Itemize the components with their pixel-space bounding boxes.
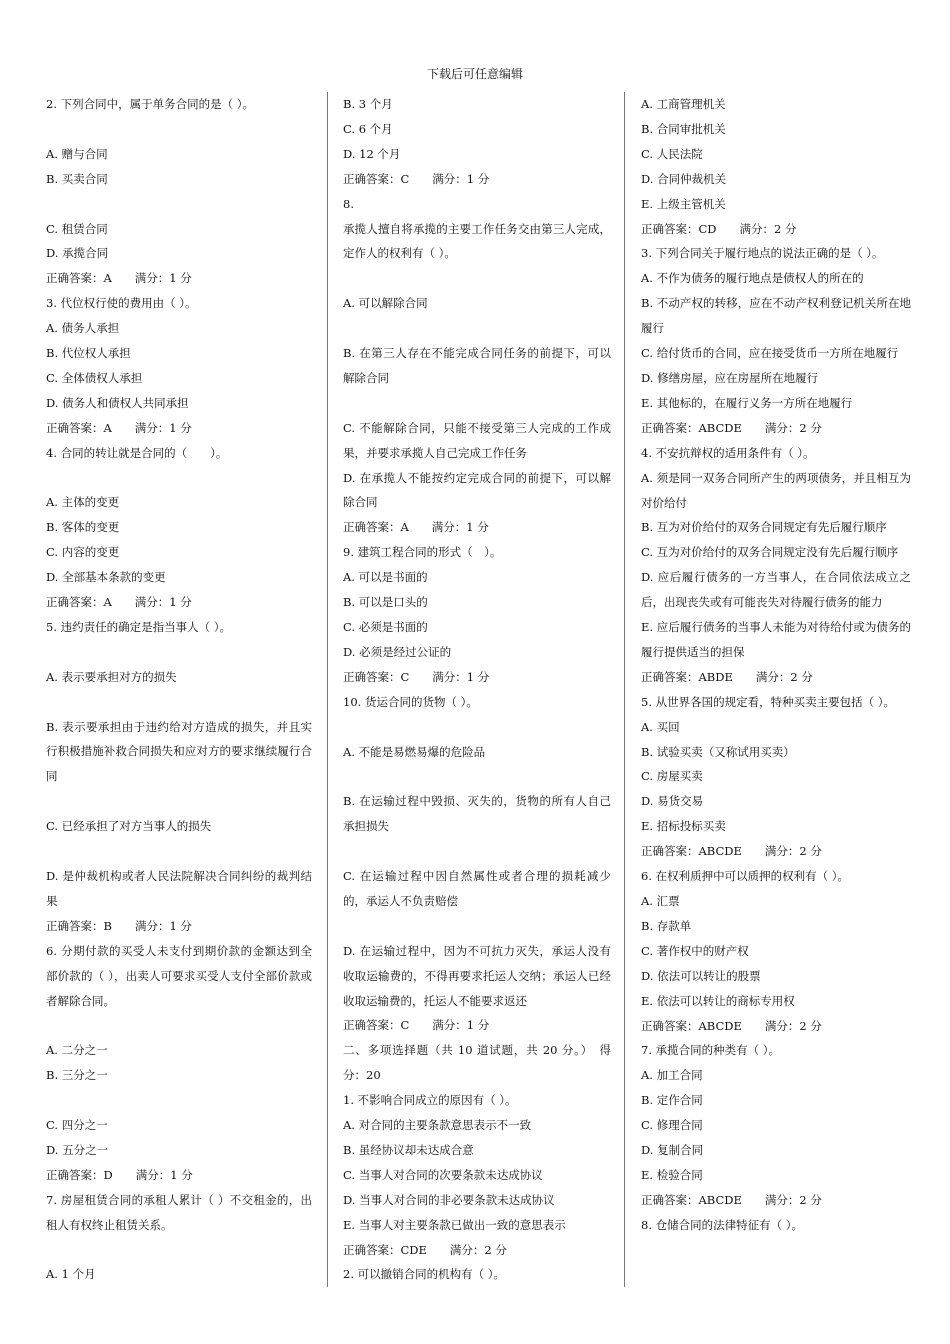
text-line: A. 汇票 xyxy=(641,894,680,908)
text-line: D. 在运输过程中，因为不可抗力灭失，承运人没有收取运输费的，不得再要求托运人交纳；承运人已经收取运输费的，托运人不能要求返还 xyxy=(343,943,611,1008)
text-line: 3. 下列合同关于履行地点的说法正确的是（ ）。 xyxy=(641,246,884,261)
text-line: B. 买卖合同 xyxy=(46,171,108,186)
text-line: C. 著作权中的财产权 xyxy=(641,943,749,958)
text-line: 1. 不影响合同成立的原因有（ ）。 xyxy=(343,1093,517,1108)
text-line: C. 人民法院 xyxy=(641,146,703,161)
text-line xyxy=(46,117,312,142)
text-line: B. 表示要承担由于违约给对方造成的损失，并且实行积极措施补救合同损失和应对方的要求继续履行合同 xyxy=(46,719,312,784)
text-line: 7. 承揽合同的种类有（ ）。 xyxy=(641,1043,781,1058)
text-line xyxy=(46,1088,312,1113)
column-divider xyxy=(327,92,328,1287)
text-line: D. 修缮房屋，应在房屋所在地履行 xyxy=(641,370,819,385)
text-line: C. 给付货币的合同，应在接受货币一方所在地履行 xyxy=(641,346,899,361)
text-line: B. 在第三人存在不能完成合同任务的前提下，可以解除合同 xyxy=(343,346,611,385)
text-line: 正确答案：ABDE 满分：2 分 xyxy=(641,669,813,684)
text-line: 正确答案：ABCDE 满分：2 分 xyxy=(641,420,822,435)
text-line: A. 加工合同 xyxy=(641,1068,703,1083)
text-line: E. 应后履行债务的当事人未能为对待给付或为债务的履行提供适当的担保 xyxy=(641,620,911,659)
text-line xyxy=(343,839,611,864)
text-line: E. 当事人对主要条款已做出一致的意思表示 xyxy=(343,1217,566,1232)
text-line xyxy=(343,764,611,789)
text-line: 2. 可以撤销合同的机构有（ ）。 xyxy=(343,1267,506,1282)
text-line: A. 表示要承担对方的损失 xyxy=(46,669,177,684)
text-line: D. 全部基本条款的变更 xyxy=(46,570,166,585)
text-line: 5. 从世界各国的规定看，特种买卖主要包括（ ）。 xyxy=(641,694,896,709)
text-line: 正确答案：C 满分：1 分 xyxy=(343,1018,490,1033)
column-divider xyxy=(624,92,625,1287)
text-line: 6. 分期付款的买受人未支付到期价款的金额达到全部价款的（ ），出卖人可要求买受人支付全部价款或者解除合同。 xyxy=(46,943,312,1008)
text-line: 7. 房屋租赁合同的承租人累计（ ）不交租金的，出租人有权终止租赁关系。 xyxy=(46,1192,312,1232)
text-line: B. 三分之一 xyxy=(46,1068,108,1083)
text-line: 正确答案：D 满分：1 分 xyxy=(46,1167,193,1182)
text-line: 正确答案：ABCDE 满分：2 分 xyxy=(641,844,822,859)
text-line: D. 应后履行债务的一方当事人，在合同依法成立之后，出现丧失或有可能丧失对待履行债务的能力 xyxy=(641,570,911,610)
text-line: B. 不动产权的转移，应在不动产权利登记机关所在地履行 xyxy=(641,296,911,336)
text-line: C. 当事人对合同的次要条款未达成协议 xyxy=(343,1167,543,1182)
text-line: B. 合同审批机关 xyxy=(641,121,726,136)
text-line: C. 已经承担了对方当事人的损失 xyxy=(46,819,212,834)
text-line: 正确答案：A 满分：1 分 xyxy=(46,271,192,286)
text-line: B. 在运输过程中毁损、灭失的，货物的所有人自己承担损失 xyxy=(343,794,611,834)
text-line: D. 12 个月 xyxy=(343,146,401,161)
text-line: E. 其他标的，在履行义务一方所在地履行 xyxy=(641,395,853,410)
text-line: E. 上级主管机关 xyxy=(641,196,726,211)
text-line xyxy=(343,316,611,341)
text-line: E. 检验合同 xyxy=(641,1167,703,1182)
text-line xyxy=(343,266,611,291)
text-line: A. 不能是易燃易爆的危险品 xyxy=(343,744,486,759)
text-line xyxy=(343,715,611,740)
text-line: C. 全体债权人承担 xyxy=(46,370,143,385)
text-line: A. 工商管理机关 xyxy=(641,97,726,111)
text-line: B. 试验买卖（又称试用买卖） xyxy=(641,744,795,759)
text-line: D. 承揽合同 xyxy=(46,246,109,261)
text-line: D. 易货交易 xyxy=(641,794,704,809)
text-line: C. 修理合同 xyxy=(641,1118,703,1133)
text-line: 6. 在权利质押中可以质押的权利有（ ）。 xyxy=(641,869,850,884)
text-line: 正确答案：C 满分：1 分 xyxy=(343,171,490,186)
text-line: C. 在运输过程中因自然属性或者合理的损耗减少的，承运人不负责赔偿 xyxy=(343,869,611,908)
text-line: 正确答案：A 满分：1 分 xyxy=(46,420,192,435)
page-header: 下载后可任意编辑 xyxy=(426,67,523,81)
text-line: A. 买回 xyxy=(641,719,680,734)
text-line: 4. 合同的转让就是合同的（ ）。 xyxy=(46,445,228,460)
text-line: A. 债务人承担 xyxy=(46,321,120,336)
text-line: D. 在承揽人不能按约定完成合同的前提下，可以解除合同 xyxy=(343,470,611,510)
text-line: 正确答案：CD 满分：2 分 xyxy=(641,221,797,236)
text-line xyxy=(46,466,312,491)
text-line: C. 6 个月 xyxy=(343,121,393,136)
text-line: A. 对合同的主要条款意思表示不一致 xyxy=(343,1118,532,1133)
text-line: A. 可以解除合同 xyxy=(343,296,428,311)
text-line: D. 债务人和债权人共同承担 xyxy=(46,395,189,410)
text-line: A. 须是同一双务合同所产生的两项债务，并且相互为对价给付 xyxy=(641,470,911,510)
text-line xyxy=(343,391,611,416)
text-line: 3. 代位权行使的费用由（ ）。 xyxy=(46,296,197,311)
text-line: C. 不能解除合同，只能不接受第三人完成的工作成果，并要求承揽人自己完成工作任务 xyxy=(343,420,611,460)
text-line: 正确答案：ABCDE 满分：2 分 xyxy=(641,1192,822,1207)
text-line: 正确答案：A 满分：1 分 xyxy=(46,595,192,610)
text-line: C. 租赁合同 xyxy=(46,221,108,236)
text-line: 正确答案：A 满分：1 分 xyxy=(343,520,489,535)
text-line: 2. 下列合同中，属于单务合同的是（ ）。 xyxy=(46,97,255,111)
text-line: B. 存款单 xyxy=(641,918,692,933)
text-line: C. 内容的变更 xyxy=(46,545,120,560)
text-line xyxy=(46,1238,312,1263)
text-line: C. 四分之一 xyxy=(46,1118,108,1133)
text-line: C. 房屋买卖 xyxy=(641,769,703,784)
text-column-right xyxy=(641,92,911,1287)
text-line: B. 互为对价给付的双务合同规定有先后履行顺序 xyxy=(641,520,887,535)
text-column-middle xyxy=(343,92,611,1287)
text-line: D. 合同仲裁机关 xyxy=(641,171,727,186)
text-line: 承揽人擅自将承揽的主要工作任务交由第三人完成，定作人的权利有（ ）。 xyxy=(343,221,611,261)
text-line: 二、多项选择题（共 10 道试题，共 20 分。） 得分：20 xyxy=(343,1043,611,1083)
text-line: B. 可以是口头的 xyxy=(343,595,428,610)
text-line xyxy=(46,789,312,814)
text-line: D. 当事人对合同的非必要条款未达成协议 xyxy=(343,1192,555,1207)
text-line: 8. 仓储合同的法律特征有（ ）。 xyxy=(641,1217,804,1232)
text-line: B. 代位权人承担 xyxy=(46,346,131,361)
text-line: A. 可以是书面的 xyxy=(343,570,428,585)
text-line xyxy=(343,914,611,939)
text-line: 4. 不安抗辩权的适用条件有（ ）。 xyxy=(641,445,815,460)
text-line: A. 不作为债务的履行地点是债权人的所在的 xyxy=(641,271,864,286)
text-line: C. 必须是书面的 xyxy=(343,619,428,634)
text-line: B. 虽经协议却未达成合意 xyxy=(343,1142,474,1157)
text-line: B. 客体的变更 xyxy=(46,520,120,535)
text-line xyxy=(46,192,312,217)
text-line: 5. 违约责任的确定是指当事人（ ）。 xyxy=(46,619,232,634)
text-line: D. 复制合同 xyxy=(641,1143,704,1158)
text-line xyxy=(46,1013,312,1038)
text-line: 8. xyxy=(343,196,354,211)
text-line: A. 二分之一 xyxy=(46,1043,108,1058)
text-line xyxy=(46,640,312,665)
text-line: 9. 建筑工程合同的形式（ ）。 xyxy=(343,545,502,560)
text-line: A. 主体的变更 xyxy=(46,495,120,510)
text-line: D. 是仲裁机构或者人民法院解决合同纠纷的裁判结果 xyxy=(46,868,312,908)
text-line: B. 3 个月 xyxy=(343,97,393,111)
text-line: D. 依法可以转让的股票 xyxy=(641,968,761,983)
text-line: 10. 货运合同的货物（ ）。 xyxy=(343,694,478,709)
text-line: A. 赠与合同 xyxy=(46,146,108,161)
text-column-left xyxy=(46,92,312,1287)
text-line: D. 五分之一 xyxy=(46,1142,109,1157)
text-line xyxy=(46,690,312,715)
text-line: C. 互为对价给付的双务合同规定没有先后履行顺序 xyxy=(641,545,899,560)
text-line: 正确答案：B 满分：1 分 xyxy=(46,918,192,933)
text-line: A. 1 个月 xyxy=(46,1267,96,1282)
text-line xyxy=(46,839,312,864)
text-line: B. 定作合同 xyxy=(641,1093,703,1108)
text-line: D. 必须是经过公证的 xyxy=(343,644,452,659)
text-line: E. 依法可以转让的商标专用权 xyxy=(641,993,795,1008)
text-line: 正确答案：CDE 满分：2 分 xyxy=(343,1242,507,1257)
text-line: 正确答案：C 满分：1 分 xyxy=(343,669,490,684)
text-line: E. 招标投标买卖 xyxy=(641,819,726,834)
text-line: 正确答案：ABCDE 满分：2 分 xyxy=(641,1018,822,1033)
